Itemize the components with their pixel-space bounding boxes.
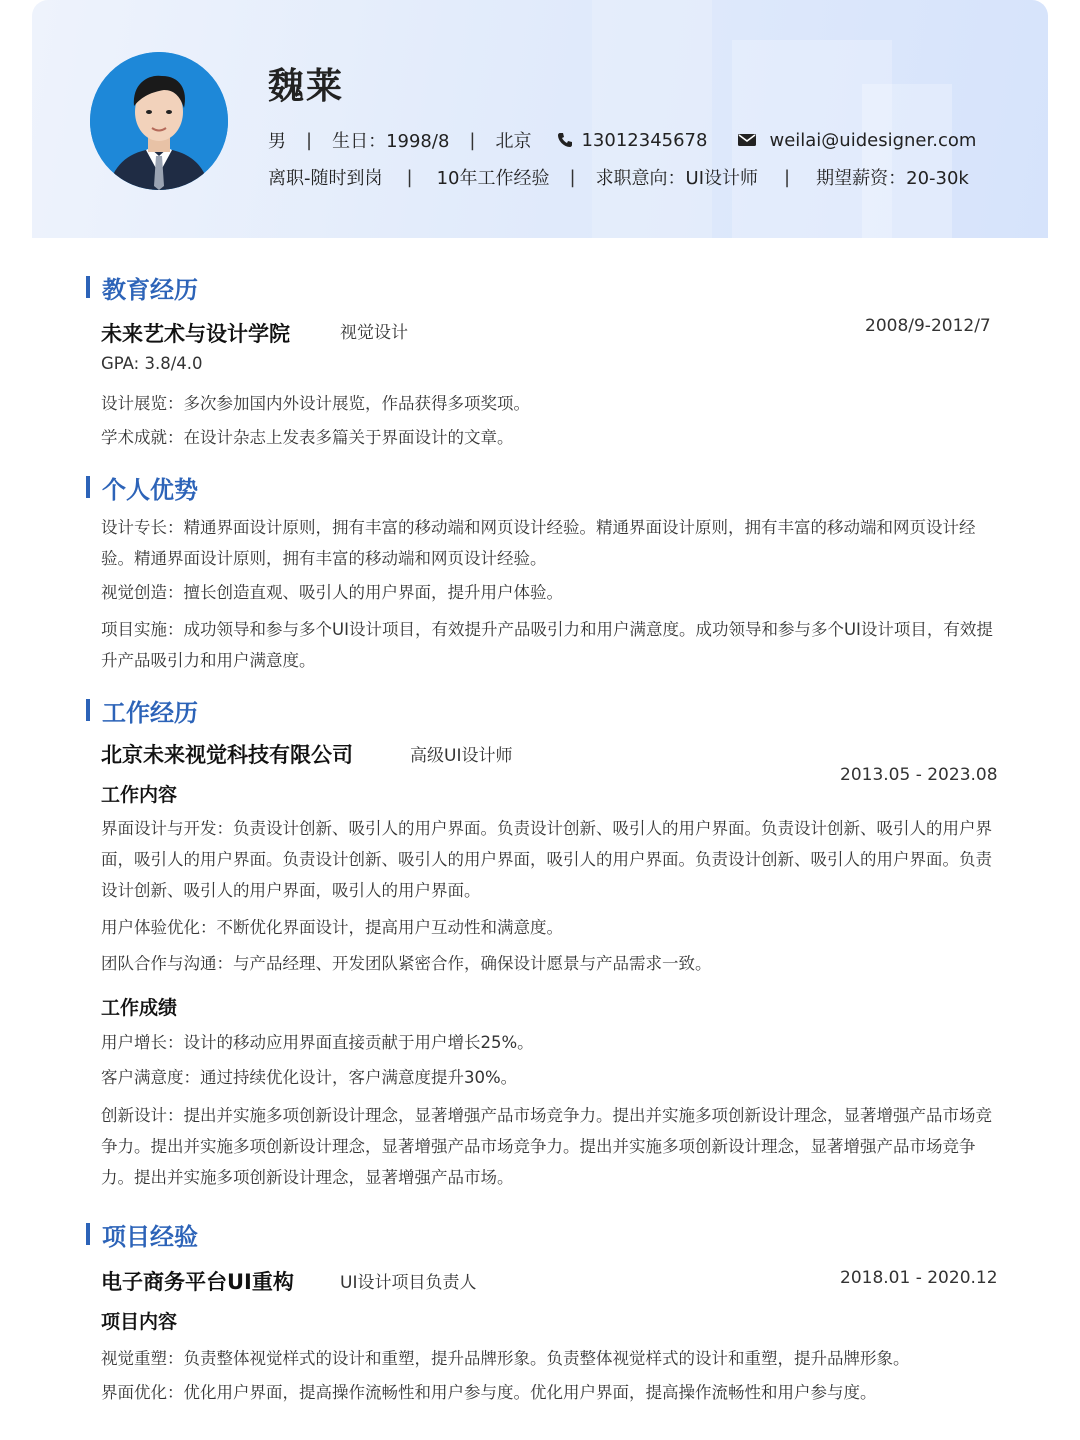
phone-number: 13012345678 <box>581 129 708 151</box>
section-title-text: 工作经历 <box>102 698 198 727</box>
job-status-row <box>268 163 969 191</box>
work-results-title: 工作成绩 <box>101 997 178 1019</box>
project-name: 电子商务平台UI重构 <box>101 1270 294 1294</box>
project-content-item: 视觉重塑：负责整体视觉样式的设计和重塑，提升品牌形象。负责整体视觉样式的设计和重塑，提升品牌形象。 <box>101 1349 910 1368</box>
work-content-item: 用户体验优化：不断优化界面设计，提高用户互动性和满意度。 <box>101 918 563 937</box>
header-decoration <box>592 0 712 238</box>
school-name: 未来艺术与设计学院 <box>101 322 290 346</box>
work-period: 2013.05 - 2023.08 <box>840 765 998 785</box>
advantage-item: 设计专长：精通界面设计原则，拥有丰富的移动端和网页设计经验。精通界面设计原则，拥有丰富的移动端和网页设计经验。精通界面设计原则，拥有丰富的移动端和网页设计经验。 <box>101 518 976 568</box>
title-bar <box>86 1223 90 1245</box>
work-result-item: 创新设计：提出并实施多项创新设计理念，显著增强产品市场竞争力。提出并实施多项创新设计理念，显著增强产品市场竞争力。提出并实施多项创新设计理念，显著增强产品市场竞争力。提出并实施多项创新设计理念，显著增强产品市场竞争力。提出并实施多项创新设计理念，显著增强产品市场。 <box>101 1106 992 1187</box>
work-result-item: 用户增长：设计的移动应用界面直接贡献于用户增长25%。 <box>101 1033 534 1052</box>
separator: | <box>784 166 791 188</box>
gender: 男 <box>268 131 286 152</box>
expected-salary: 期望薪资：20-30k <box>816 168 969 189</box>
avatar-photo <box>90 52 228 190</box>
candidate-name: 魏莱 <box>268 66 345 107</box>
job-position: 高级UI设计师 <box>410 746 513 766</box>
education-period: 2008/9-2012/7 <box>865 316 991 336</box>
title-bar <box>86 699 90 721</box>
availability: 离职-随时到岗 <box>268 168 383 189</box>
project-role: UI设计项目负责人 <box>340 1273 477 1293</box>
advantage-item: 项目实施：成功领导和参与多个UI设计项目，有效提升产品吸引力和用户满意度。成功领导和参与多个UI设计项目，有效提升产品吸引力和用户满意度。 <box>101 620 993 670</box>
city: 北京 <box>495 131 532 152</box>
work-content-item: 界面设计与开发：负责设计创新、吸引人的用户界面。负责设计创新、吸引人的用户界面。负责设计创新、吸引人的用户界面，吸引人的用户界面。负责设计创新、吸引人的用户界面，吸引人的用户界面。负责设计创新、吸引人的用户界面。负责设计创新、吸引人的用户界面，吸引人的用户界面。 <box>101 819 992 900</box>
section-title-work <box>86 695 198 725</box>
company-name: 北京未来视觉科技有限公司 <box>101 743 353 767</box>
email: weilai@uidesigner.com <box>769 129 977 151</box>
section-title-text: 个人优势 <box>102 475 198 504</box>
major: 视觉设计 <box>340 323 408 343</box>
separator: | <box>569 166 576 188</box>
project-content-title: 项目内容 <box>101 1311 178 1333</box>
birthday: 生日：1998/8 <box>332 131 450 152</box>
work-content-item: 团队合作与沟通：与产品经理、开发团队紧密合作，确保设计愿景与产品需求一致。 <box>101 954 712 973</box>
email-icon <box>737 132 757 148</box>
avatar <box>90 52 228 190</box>
section-title-text: 教育经历 <box>102 275 198 304</box>
separator: | <box>469 129 476 151</box>
education-detail: 设计展览：多次参加国内外设计展览，作品获得多项奖项。 <box>101 394 530 413</box>
gpa: GPA: 3.8/4.0 <box>101 354 203 373</box>
project-content-item: 界面优化：优化用户界面，提高操作流畅性和用户参与度。优化用户界面，提高操作流畅性和用户参与度。 <box>101 1383 877 1402</box>
job-target: 求职意向：UI设计师 <box>595 168 759 189</box>
section-title-text: 项目经验 <box>102 1222 198 1251</box>
header-decoration <box>862 84 952 238</box>
advantage-item: 视觉创造：擅长创造直观、吸引人的用户界面，提升用户体验。 <box>101 583 563 602</box>
phone-icon <box>557 132 573 148</box>
contact-row <box>268 126 976 154</box>
project-period: 2018.01 - 2020.12 <box>840 1268 998 1288</box>
title-bar <box>86 476 90 498</box>
section-title-education <box>86 272 198 302</box>
section-title-advantages <box>86 472 198 502</box>
title-bar <box>86 276 90 298</box>
education-detail: 学术成就：在设计杂志上发表多篇关于界面设计的文章。 <box>101 428 514 447</box>
separator: | <box>406 166 413 188</box>
experience-years: 10年工作经验 <box>436 168 550 189</box>
work-content-title: 工作内容 <box>101 784 178 806</box>
separator: | <box>306 129 313 151</box>
section-title-project <box>86 1219 198 1249</box>
work-result-item: 客户满意度：通过持续优化设计，客户满意度提升30%。 <box>101 1068 518 1087</box>
